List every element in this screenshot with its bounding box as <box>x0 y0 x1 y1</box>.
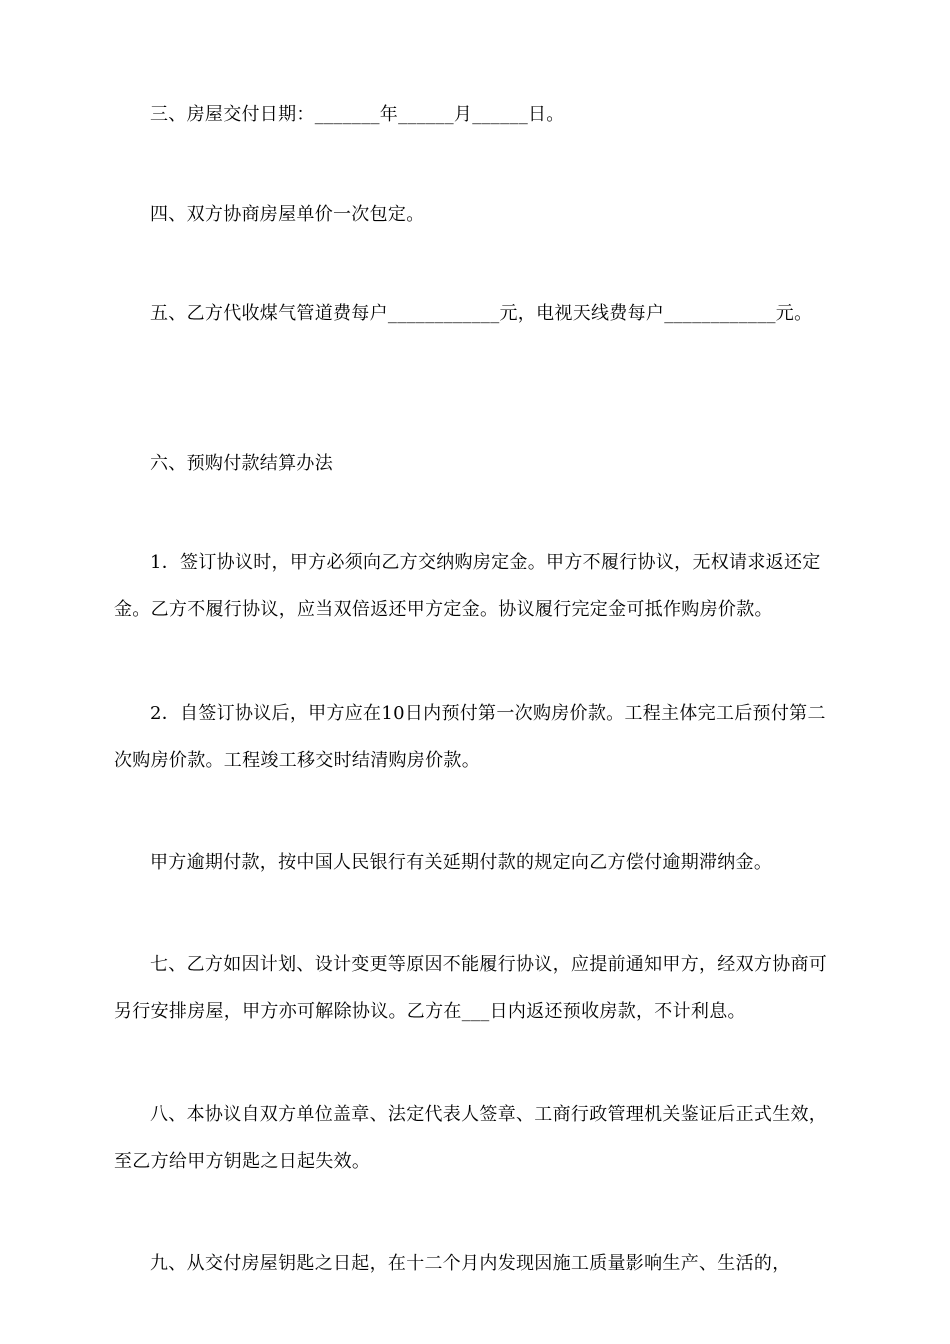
clause-3-delivery-date: 三、房屋交付日期：_______年______月______日。 <box>150 104 565 125</box>
clause-6-item-2: 2．自签订协议后，甲方应在10日内预付第一次购房价款。工程主体完工后预付第二次购房价款。工程竣工移交时结清购房价款。 <box>114 703 826 771</box>
clause-7-changes: 七、乙方如因计划、设计变更等原因不能履行协议，应提前通知甲方，经双方协商可另行安排房屋，甲方亦可解除协议。乙方在___日内返还预收房款，不计利息。 <box>114 954 828 1022</box>
clause-4-unit-price: 四、双方协商房屋单价一次包定。 <box>150 204 425 225</box>
clause-6-heading: 六、预购付款结算办法 <box>150 453 333 474</box>
clause-8-effectiveness: 八、本协议自双方单位盖章、法定代表人签章、工商行政管理机关鉴证后正式生效，至乙方给甲方钥匙之日起失效。 <box>114 1104 828 1172</box>
clause-6-late-payment: 甲方逾期付款，按中国人民银行有关延期付款的规定向乙方偿付逾期滞纳金。 <box>150 852 773 873</box>
clause-6-item-1: 1．签订协议时，甲方必须向乙方交纳购房定金。甲方不履行协议，无权请求返还定金。乙方不履行协议，应当双倍返还甲方定金。协议履行完定金可抵作购房价款。 <box>114 552 821 620</box>
clause-9-warranty: 九、从交付房屋钥匙之日起，在十二个月内发现因施工质量影响生产、生活的， <box>150 1253 791 1274</box>
clause-5-fees: 五、乙方代收煤气管道费每户____________元，电视天线费每户____________元。 <box>150 303 813 324</box>
